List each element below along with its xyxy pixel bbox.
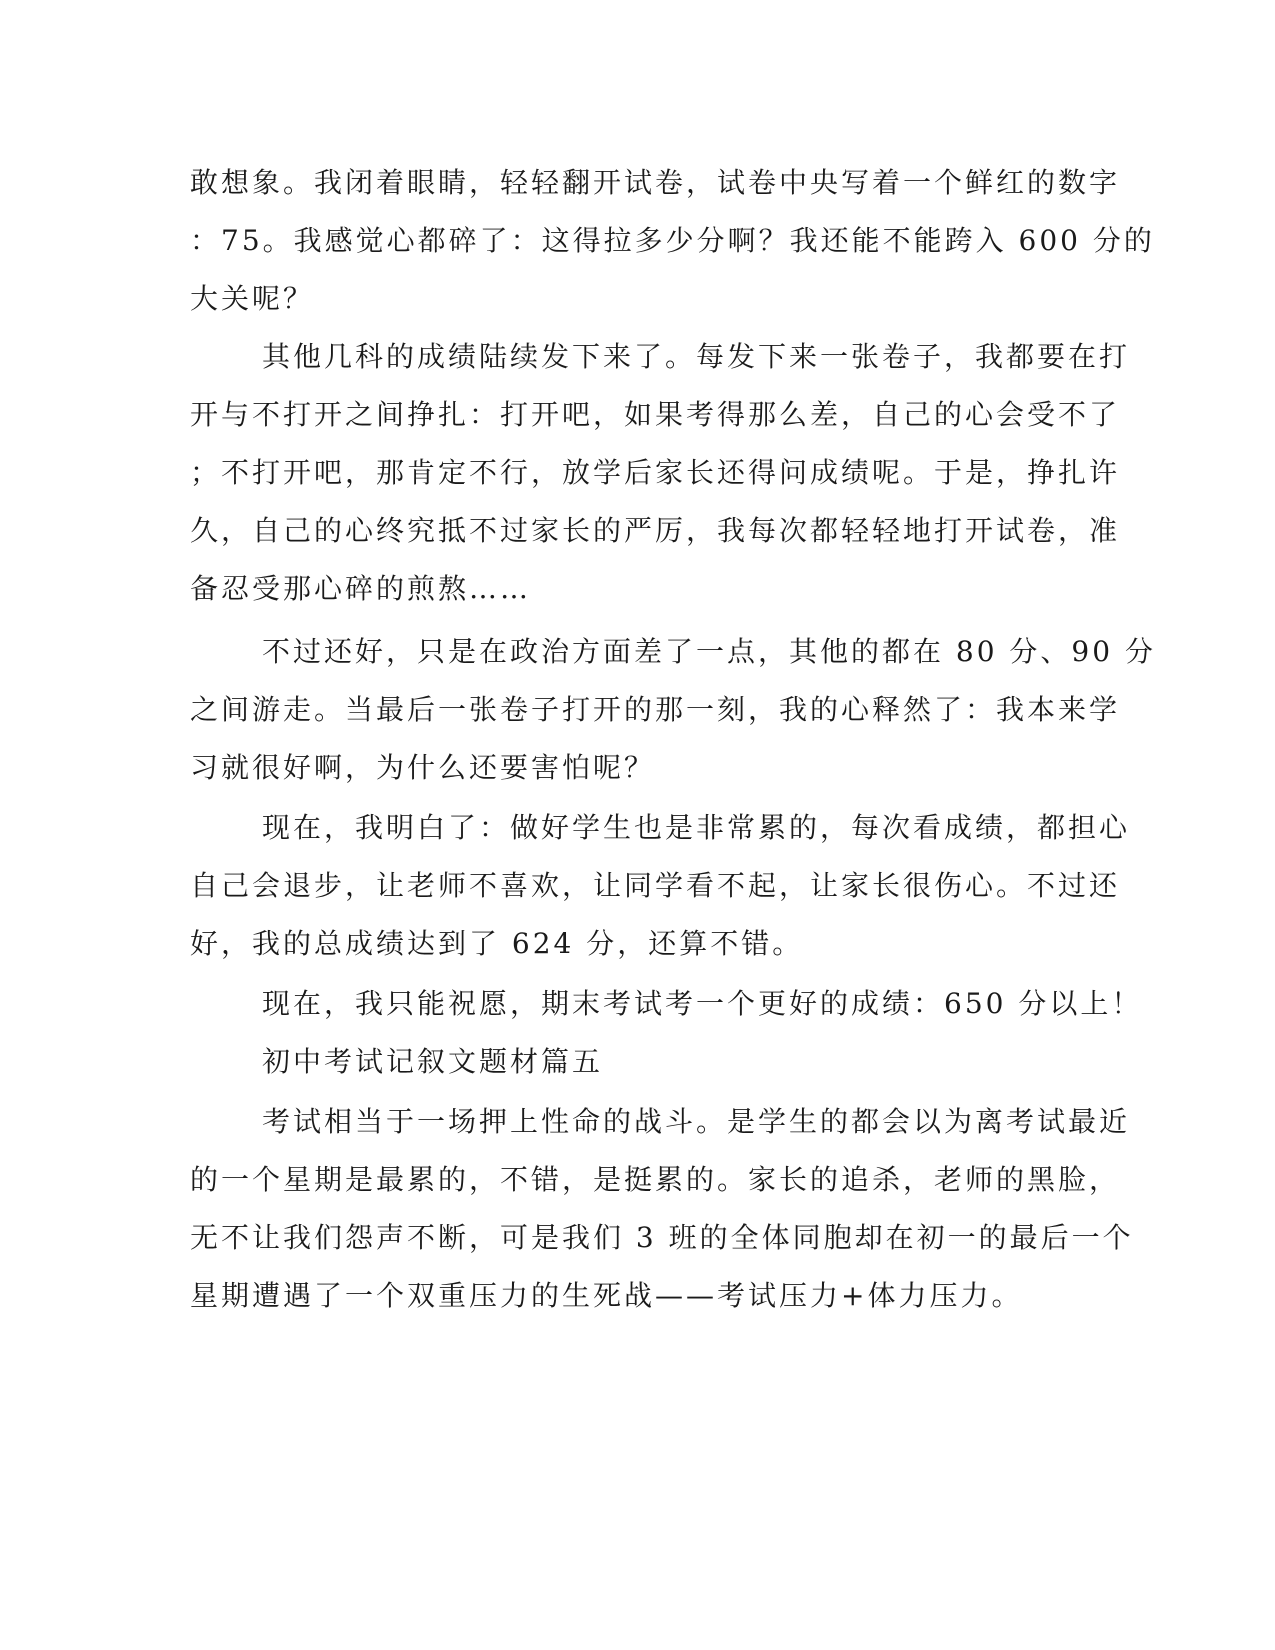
text-line: 敢想象。我闭着眼睛，轻轻翻开试卷，试卷中央写着一个鲜红的数字 — [190, 166, 1121, 199]
paragraph-start-line: 其他几科的成绩陆续发下来了。每发下来一张卷子，我都要在打 — [262, 340, 1131, 373]
text-line: 好，我的总成绩达到了 624 分，还算不错。 — [190, 927, 804, 960]
text-line: 备忍受那心碎的煎熬…… — [190, 572, 532, 605]
paragraph-start-line: 现在，我明白了：做好学生也是非常累的，每次看成绩，都担心 — [262, 811, 1131, 844]
text-line: 习就很好啊，为什么还要害怕呢？ — [190, 751, 656, 784]
paragraph-start-line: 考试相当于一场押上性命的战斗。是学生的都会以为离考试最近 — [262, 1105, 1131, 1138]
text-line: 开与不打开之间挣扎：打开吧，如果考得那么差，自己的心会受不了 — [190, 398, 1121, 431]
text-line: 之间游走。当最后一张卷子打开的那一刻，我的心释然了：我本来学 — [190, 693, 1121, 726]
text-line: 的一个星期是最累的，不错，是挺累的。家长的追杀，老师的黑脸， — [190, 1163, 1121, 1196]
text-line: 无不让我们怨声不断，可是我们 3 班的全体同胞却在初一的最后一个 — [190, 1221, 1134, 1254]
text-line: 自己会退步，让老师不喜欢，让同学看不起，让家长很伤心。不过还 — [190, 869, 1121, 902]
text-line: 星期遭遇了一个双重压力的生死战——考试压力+体力压力。 — [190, 1279, 1023, 1312]
paragraph-start-line: 现在，我只能祝愿，期末考试考一个更好的成绩：650 分以上！ — [262, 987, 1143, 1020]
text-line: ：75。我感觉心都碎了：这得拉多少分啊？我还能不能跨入 600 分的 — [190, 224, 1155, 257]
paragraph-start-line: 不过还好，只是在政治方面差了一点，其他的都在 80 分、90 分 — [262, 635, 1156, 668]
text-line: 大关呢？ — [190, 282, 315, 315]
section-heading: 初中考试记叙文题材篇五 — [262, 1045, 604, 1078]
text-line: ；不打开吧，那肯定不行，放学后家长还得问成绩呢。于是，挣扎许 — [190, 456, 1121, 489]
text-line: 久，自己的心终究抵不过家长的严厉，我每次都轻轻地打开试卷，准 — [190, 514, 1121, 547]
